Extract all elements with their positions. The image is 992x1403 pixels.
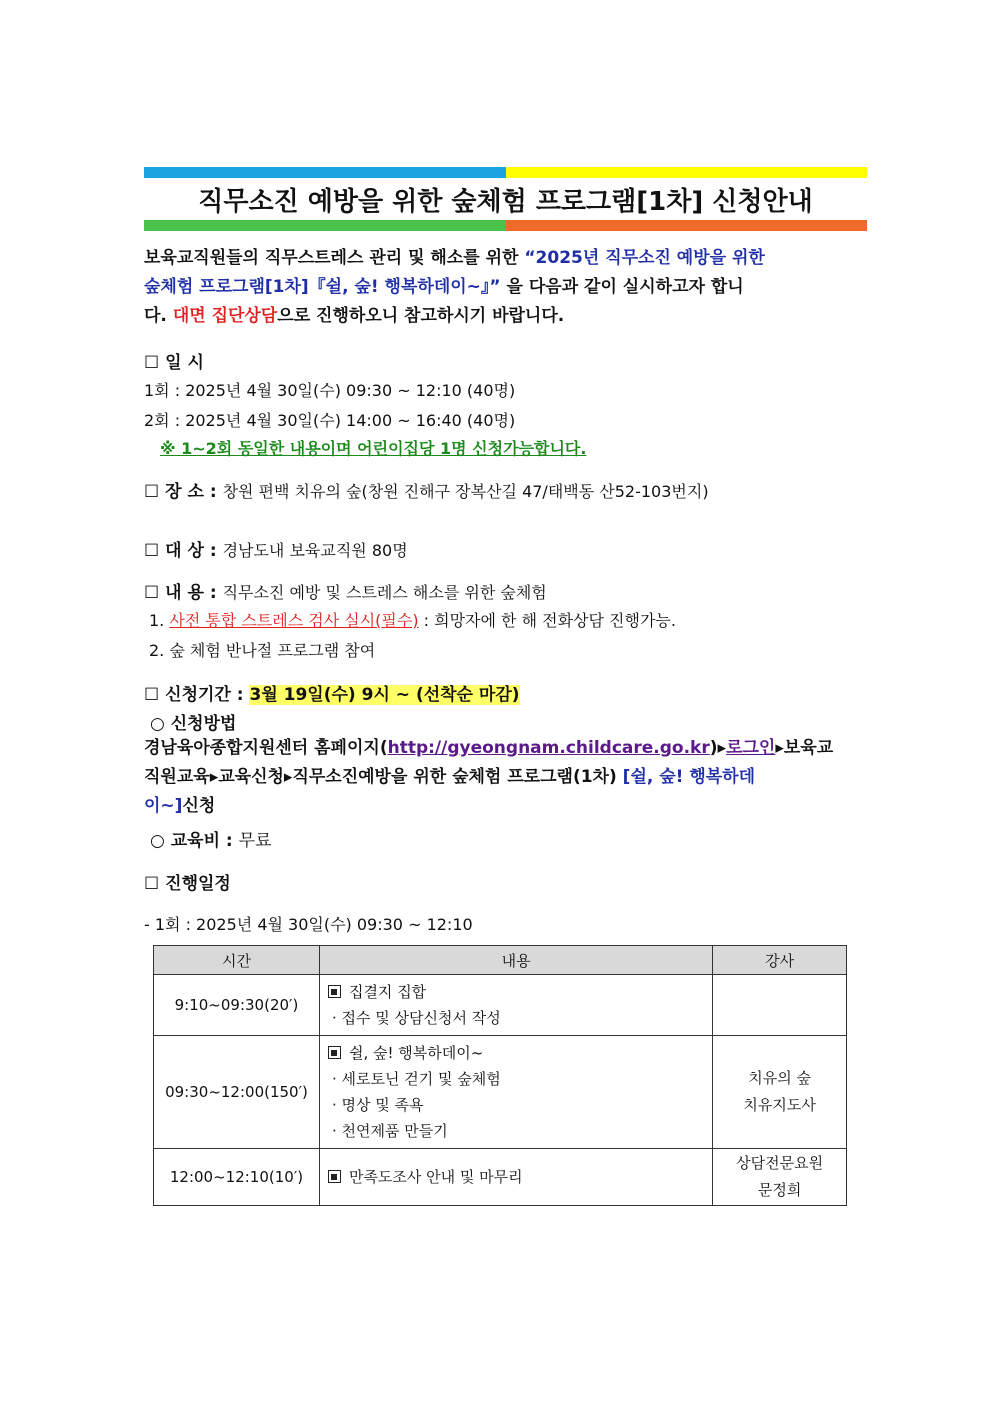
application-period: 3월 19일(수) 9시 ~ (선착순 마감) — [249, 685, 520, 705]
content-label: ☐ 내 용 : — [144, 583, 223, 603]
method-text-2: ▸보육교 — [775, 738, 834, 758]
checkbox-icon — [328, 1170, 341, 1183]
intro-paragraph — [144, 244, 852, 331]
header-time: 시간 — [154, 946, 320, 975]
row-content — [319, 1149, 712, 1206]
row-instructor-line: 치유의 숲 — [748, 1069, 811, 1087]
method-paragraph — [144, 734, 852, 821]
intro-text-closing: 으로 진행하오니 참고하시기 바랍니다. — [277, 306, 565, 326]
content-value: 직무소진 예방 및 스트레스 해소를 위한 숲체험 — [222, 583, 547, 602]
method-text-1: 경남육아종합지원센터 홈페이지( — [144, 738, 388, 758]
row-instructor-line: 상담전문요원 — [736, 1154, 824, 1172]
session-2: 2회 : 2025년 4월 30일(수) 14:00 ~ 16:40 (40명) — [144, 411, 516, 430]
page-title: 직무소진 예방을 위한 숲체험 프로그램[1차] 신청안내 — [198, 187, 813, 217]
intro-program-name-cont: 숲체험 프로그램[1차]『쉴, 숲! 행복하데이~』” — [144, 277, 501, 297]
method-text-4: 신청 — [182, 796, 216, 816]
intro-text: 보육교직원들의 직무스트레스 관리 및 해소를 위한 — [144, 248, 525, 268]
row-instructor — [713, 975, 847, 1036]
content-item-1-num: 1. — [149, 611, 170, 630]
intro-text-cont: 을 다음과 같이 실시하고자 합니 — [500, 277, 744, 297]
homepage-link[interactable]: http://gyeongnam.childcare.go.kr — [387, 738, 710, 758]
session-1: 1회 : 2025년 4월 30일(수) 09:30 ~ 12:10 (40명) — [144, 381, 516, 400]
place-value: 창원 편백 치유의 숲(창원 진해구 장복산길 47/태백동 산52-103번지) — [222, 482, 709, 501]
method-program-name: [쉴, 숲! 행복하데 — [622, 767, 756, 787]
row-main: 만족도조사 안내 및 마무리 — [348, 1168, 523, 1186]
content-row — [144, 578, 547, 603]
row-content — [319, 975, 712, 1036]
row-time: 12:00~12:10(10′) — [154, 1149, 320, 1206]
content-item-1 — [149, 608, 676, 631]
intro-text-end: 다. — [144, 306, 173, 326]
application-label: ☐ 신청기간 : — [144, 685, 250, 705]
top-bar-yellow — [506, 167, 867, 178]
bottom-bar-green — [144, 220, 506, 231]
checkbox-icon — [328, 985, 341, 998]
application-row — [144, 680, 520, 705]
table-header-row — [154, 946, 847, 975]
row-content — [319, 1036, 712, 1149]
timetable — [153, 945, 847, 1206]
row-instructor — [713, 1149, 847, 1206]
row-sub: · 세로토닌 걷기 및 숲체험 — [331, 1070, 501, 1088]
header-instructor: 강사 — [713, 946, 847, 975]
checkbox-icon — [328, 1046, 341, 1059]
method-text-3: 직원교육▸교육신청▸직무소진예방을 위한 숲체험 프로그램(1차) — [144, 767, 623, 787]
top-bar-blue — [144, 167, 506, 178]
row-instructor-line: 치유지도사 — [743, 1096, 816, 1114]
method-program-name-cont: 이~] — [144, 796, 183, 816]
content-item-2: 2. 숲 체험 반나절 프로그램 참여 — [149, 641, 376, 660]
method-label: ○ 신청방법 — [150, 714, 237, 734]
login-link[interactable]: 로그인 — [726, 738, 776, 758]
method-sep: )▸ — [709, 738, 727, 758]
content-item-1-rest: : 희망자에 한 해 전화상담 진행가능. — [418, 611, 676, 630]
intro-program-name: “2025년 직무소진 예방을 위한 — [524, 248, 765, 268]
target-row — [144, 536, 408, 561]
row-sub: · 천연제품 만들기 — [331, 1122, 448, 1140]
stress-test-required: 사전 통합 스트레스 검사 실시(필수) — [169, 611, 419, 630]
intro-format-highlight: 대면 집단상담 — [172, 306, 278, 326]
bottom-bar-orange — [506, 220, 867, 231]
table-row — [154, 1036, 847, 1149]
schedule-heading: ☐ 일 시 — [144, 353, 204, 373]
row-sub: · 접수 및 상담신청서 작성 — [331, 1009, 501, 1027]
schedule-note: ※ 1~2회 동일한 내용이며 어린이집당 1명 신청가능합니다. — [160, 439, 587, 458]
fee-row — [150, 826, 272, 851]
place-label: ☐ 장 소 : — [144, 482, 223, 502]
place-row — [144, 477, 709, 502]
fee-label: ○ 교육비 : — [150, 831, 239, 851]
row-time: 09:30~12:00(150′) — [154, 1036, 320, 1149]
table-row — [154, 975, 847, 1036]
row-sub: · 명상 및 족욕 — [331, 1096, 424, 1114]
timetable-subtitle: - 1회 : 2025년 4월 30일(수) 09:30 ~ 12:10 — [144, 915, 473, 934]
target-label: ☐ 대 상 : — [144, 541, 223, 561]
row-instructor-line: 문정희 — [757, 1181, 802, 1199]
row-time: 9:10~09:30(20′) — [154, 975, 320, 1036]
target-value: 경남도내 보육교직원 80명 — [222, 541, 408, 560]
table-row — [154, 1149, 847, 1206]
row-instructor — [713, 1036, 847, 1149]
timetable-heading: ☐ 진행일정 — [144, 874, 231, 894]
row-main: 쉴, 숲! 행복하데이~ — [348, 1044, 484, 1062]
header-content: 내용 — [319, 946, 712, 975]
fee-value: 무료 — [238, 831, 272, 851]
row-main: 집결지 집합 — [348, 983, 427, 1001]
